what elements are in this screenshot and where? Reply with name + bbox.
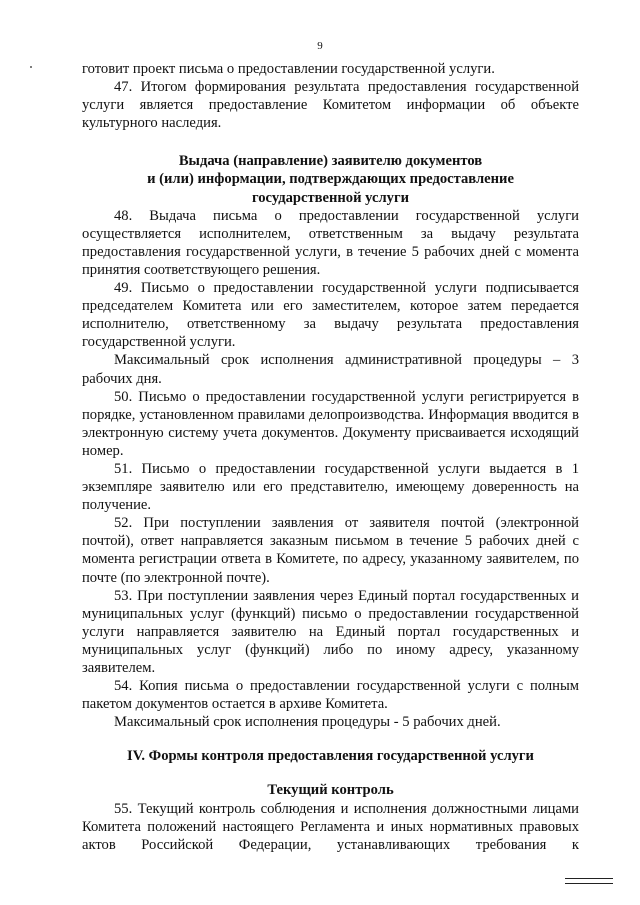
paragraph-max-term-5-days: Максимальный срок исполнения процедуры - 5 рабочих дней. [114,714,501,731]
page-number: 9 [317,40,323,52]
paragraph-max-term-3-days: Максимальный срок исполнения административной процедуры – 3 рабочих дня. [82,352,579,387]
paragraph-49: 49. Письмо о предоставлении государственной услуги подписывается председателем Комитета или его заместителем, которое затем передается исполнителю, ответственному за выдачу результата предоставления государственной услуги. [82,280,579,351]
section-heading-line-2: и (или) информации, подтверждающих предоставление [147,171,514,188]
paragraph-continuation: готовит проект письма о предоставлении государственной услуги. [82,61,495,77]
subheading: Текущий контроль [267,782,394,799]
scan-speck [30,66,32,68]
paragraph-55: 55. Текущий контроль соблюдения и исполнения должностными лицами Комитета положений настоящего Регламента и иных нормативных правовых актов Российской Федерации, устанавливающих требования к [82,800,579,853]
paragraph-53: 53. При поступлении заявления через Единый портал государственных и муниципальных услуг (функций) письмо о предоставлении государственной услуги направляется заявителю на Единый портал государственных и муниципальных услуг (функций) либо по иному адресу, указанному заявителем. [82,587,579,676]
paragraph-54: 54. Копия письма о предоставлении государственной услуги с полным пакетом документов остается в архиве Комитета. [82,678,579,713]
footer-rule [565,878,613,892]
section-heading-line-1: Выдача (направление) заявителю документов [178,153,483,170]
paragraph-50: 50. Письмо о предоставлении государственной услуги регистрируется в порядке, установленном правилами делопроизводства. Информация вводится в электронную систему учета документов. Документу присваивается исходящий номер. [82,388,579,459]
paragraph-51: 51. Письмо о предоставлении государственной услуги выдается в 1 экземпляре заявителю или его представителю, имеющему доверенность на получение. [82,460,579,514]
chapter-heading: IV. Формы контроля предоставления государственной услуги [127,748,534,765]
section-heading-line-3: государственной услуги [251,189,410,206]
paragraph-52: 52. При поступлении заявления от заявителя почтой (электронной почтой), ответ направляется заказным письмом в течение 5 рабочих дней с момента регистрации ответа в Комитете, по адресу, указанному заявителем, по почте (по электронной почте). [82,515,579,586]
paragraph-47: 47. Итогом формирования результата предоставления государственной услуги является предоставление Комитетом информации об объекте культурного наследия. [82,79,579,132]
paragraph-48: 48. Выдача письма о предоставлении государственной услуги осуществляется исполнителем, ответственным за выдачу результата предоставления государственной услуги, в течение 5 рабочих дней с момента принятия соответствующего решения. [82,207,579,278]
document-body [82,60,579,854]
section-heading [82,152,579,206]
